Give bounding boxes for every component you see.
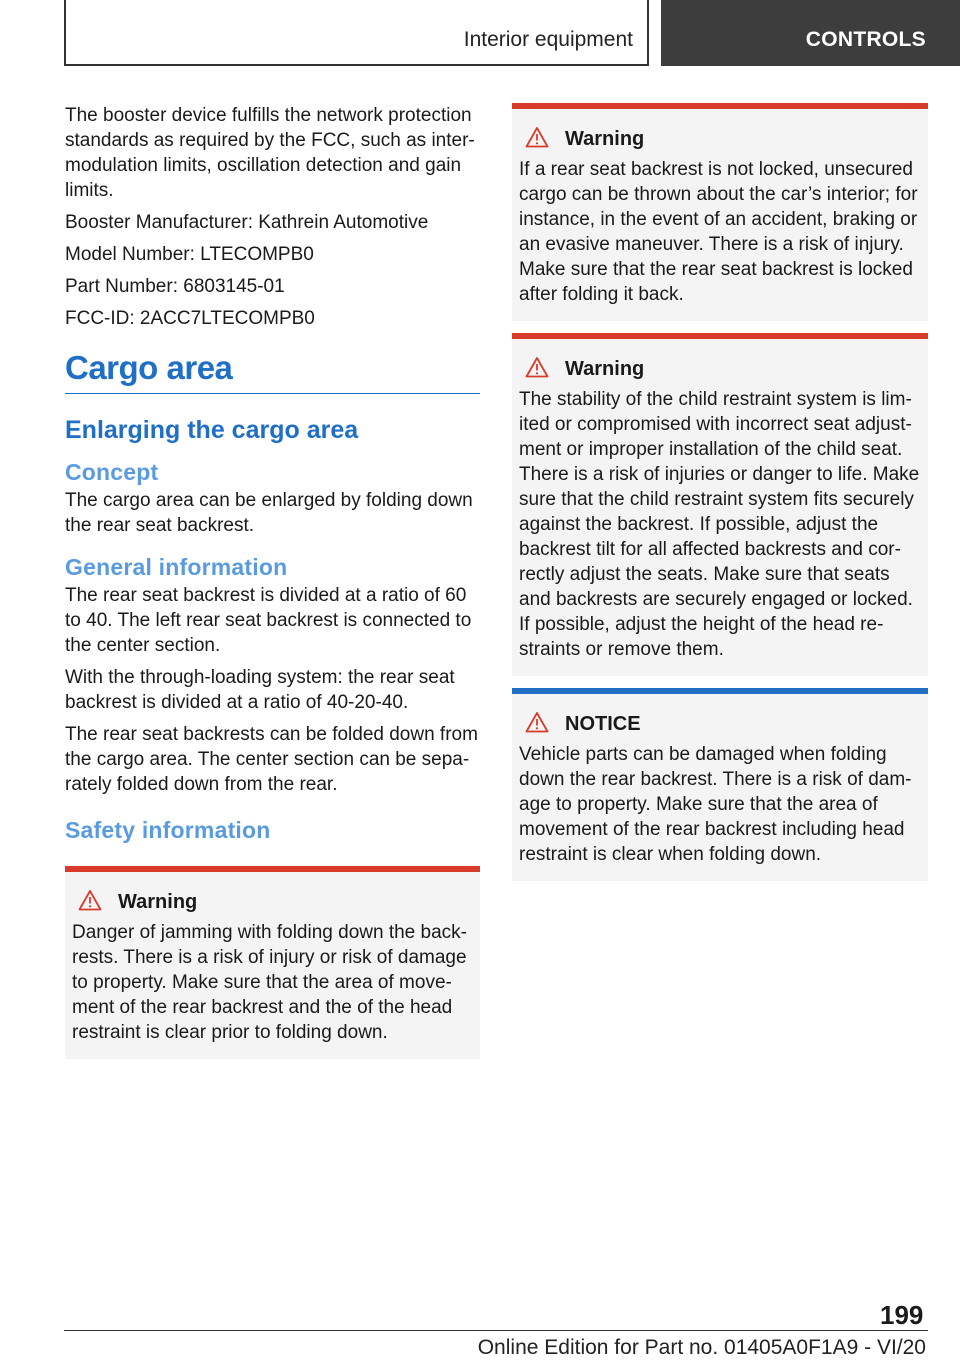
intro-manufacturer: Booster Manufacturer: Kathrein Automotive — [65, 212, 429, 233]
notice-title: NOTICE — [565, 712, 641, 735]
warning-box-header — [72, 888, 473, 916]
intro-paragraph: The booster device fulfills the network protection standards as required by the FCC, such as inter-modulation limits, oscillation detection and gain limits. — [65, 105, 475, 201]
page-header — [0, 0, 960, 66]
warning-triangle-icon — [519, 126, 555, 153]
general-info-text-2: With the through-loading system: the rear seat backrest is divided at a ratio of 40-20-40. — [65, 667, 455, 713]
notice-text: Vehicle parts can be damaged when folding down the rear backrest. There is a risk of dam-age to property. Make sure that the area of movement of the rear backrest including head restraint is clear when folding down. — [519, 744, 912, 865]
general-info-text-3: The rear seat backrests can be folded down from the cargo area. The center section can be sepa-rately folded down from the rear. — [65, 724, 478, 795]
general-info-text-1: The rear seat backrest is divided at a ratio of 60 to 40. The left rear seat backrest is connected to the center section. — [65, 585, 472, 656]
notice-box-vehicle-parts — [512, 688, 928, 881]
footer-edition: Online Edition for Part no. 01405A0F1A9 - VI/20 — [477, 1336, 926, 1359]
subsection-title: Enlarging the cargo area — [65, 416, 359, 444]
intro-part-number: Part Number: 6803145-01 — [65, 276, 285, 297]
warning-box-child-restraint — [512, 333, 928, 676]
concept-text: The cargo area can be enlarged by folding down the rear seat backrest. — [65, 490, 473, 536]
footer-divider — [64, 1330, 928, 1331]
intro-model: Model Number: LTECOMPB0 — [65, 244, 314, 265]
concept-heading: Concept — [65, 459, 159, 485]
notice-box-header — [519, 710, 921, 738]
warning-text: Danger of jamming with folding down the back-rests. There is a risk of injury or risk of damage to property. Make sure that the area of move-ment of the rear backrest and the of the head restraint is clear prior to folding down. — [72, 922, 467, 1043]
warning-text: The stability of the child restraint system is lim-ited or compromised with incorrect seat adjust-ment or improper installation of the child seat. There is a risk of injuries or danger to life. Make sure that the child restraint system fits securely against the backrest. If possible, adjust the backrest tilt for all affected backrests and cor-rectly adjust the seats. Make sure that seats and backrests are securely engaged or locked. If possible, adjust the height of the head re-straints or remove them. — [519, 389, 920, 660]
warning-title: Warning — [118, 890, 198, 913]
warning-title: Warning — [565, 127, 645, 150]
right-column — [512, 103, 928, 881]
warning-title: Warning — [565, 357, 645, 380]
warning-triangle-icon — [72, 889, 108, 916]
safety-info-heading: Safety information — [65, 817, 271, 843]
general-info-heading: General information — [65, 554, 288, 580]
warning-box-header — [519, 355, 921, 383]
header-chapter-label: CONTROLS — [805, 28, 926, 51]
warning-box-header — [519, 125, 921, 153]
left-column — [65, 103, 480, 1059]
header-chapter-tab — [661, 0, 960, 66]
warning-box-unlocked-backrest — [512, 103, 928, 321]
page-number: 199 — [880, 1300, 924, 1330]
warning-box-jamming — [65, 866, 480, 1059]
header-section-tab — [64, 0, 649, 66]
intro-fcc-id: FCC-ID: 2ACC7LTECOMPB0 — [65, 308, 315, 329]
warning-text: If a rear seat backrest is not locked, unsecured cargo can be thrown about the car’s interior; for instance, in the event of an accident, braking or an evasive maneuver. There is a risk of injury. Make sure that the rear seat backrest is locked after folding it back. — [519, 159, 918, 305]
warning-triangle-icon — [519, 356, 555, 383]
warning-triangle-icon — [519, 711, 555, 738]
section-title: Cargo area — [65, 349, 480, 394]
header-section-label: Interior equipment — [463, 28, 633, 51]
